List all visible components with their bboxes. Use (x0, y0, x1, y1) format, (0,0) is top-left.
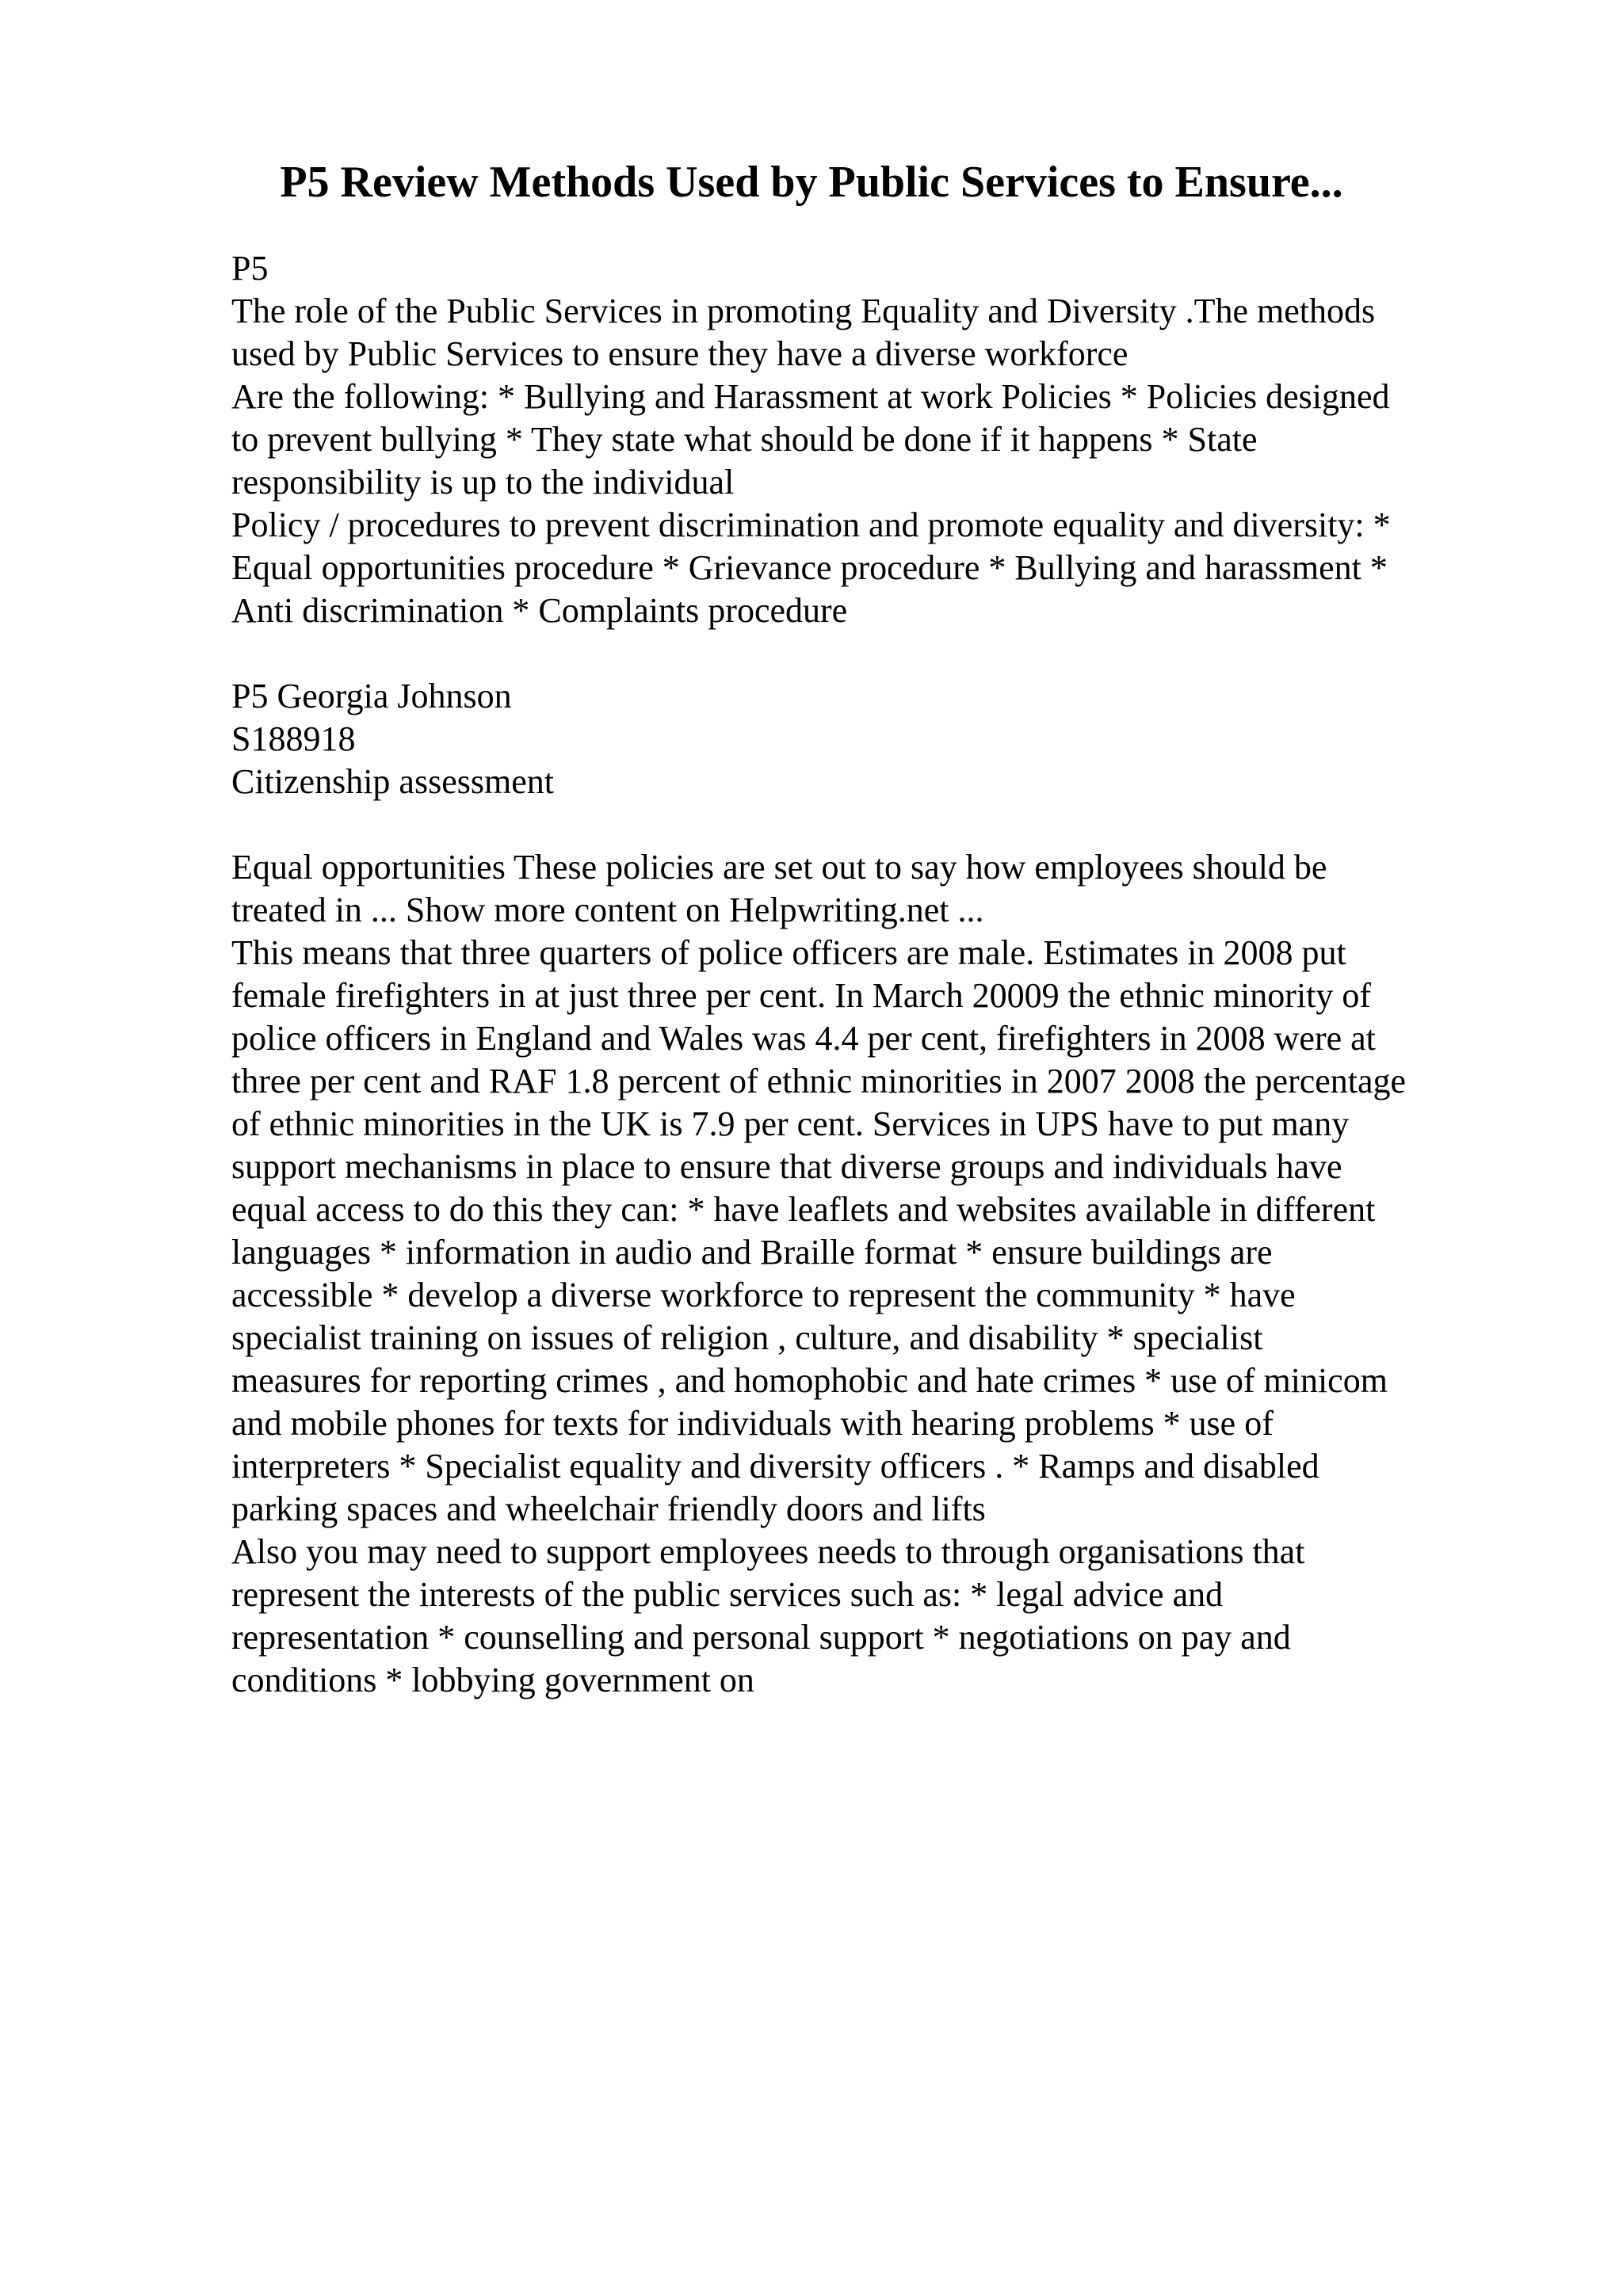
text-line: female firefighters in at just three per cent. In March 20009 the ethnic minority of (231, 976, 1372, 1015)
text-line: conditions * lobbying government on (231, 1661, 754, 1699)
text-line: police officers in England and Wales was 4.4 per cent, firefighters in 2008 were at (231, 1019, 1376, 1058)
author-block (231, 675, 1499, 803)
document-title: P5 Review Methods Used by Public Services to Ensure... (280, 158, 1343, 207)
document-body (231, 247, 1499, 1702)
text-line: and mobile phones for texts for individuals with hearing problems * use of (231, 1404, 1274, 1443)
text-line: languages * information in audio and Braille format * ensure buildings are (231, 1233, 1273, 1272)
text-line: three per cent and RAF 1.8 percent of ethnic minorities in 2007 2008 the percentage (231, 1062, 1407, 1100)
text-line: Also you may need to support employees needs to through organisations that (231, 1532, 1305, 1571)
text-line: parking spaces and wheelchair friendly doors and lifts (231, 1489, 986, 1528)
text-line: used by Public Services to ensure they have a diverse workforce (231, 334, 1128, 373)
text-line: Equal opportunities procedure * Grievance procedure * Bullying and harassment * (231, 548, 1388, 587)
text-line: interpreters * Specialist equality and diversity officers . * Ramps and disabled (231, 1447, 1319, 1486)
text-line: represent the interests of the public services such as: * legal advice and (231, 1575, 1224, 1614)
text-line: representation * counselling and personal support * negotiations on pay and (231, 1618, 1291, 1657)
text-line: Policy / procedures to prevent discrimination and promote equality and diversity: * (231, 505, 1391, 544)
text-line: Are the following: * Bullying and Harassment at work Policies * Policies designed (231, 377, 1390, 416)
text-line: accessible * develop a diverse workforce to represent the community * have (231, 1276, 1296, 1314)
text-line: to prevent bullying * They state what should be done if it happens * State (231, 420, 1258, 459)
text-line: support mechanisms in place to ensure that diverse groups and individuals have (231, 1147, 1342, 1186)
text-line: equal access to do this they can: * have leaflets and websites available in different (231, 1190, 1376, 1229)
text-line: treated in ... Show more content on Helpwriting.net ... (231, 891, 984, 929)
intro-paragraph (231, 247, 1499, 632)
text-line: Anti discrimination * Complaints procedure (231, 591, 848, 630)
text-line: This means that three quarters of police officers are male. Estimates in 2008 put (231, 933, 1346, 972)
text-line: S188918 (231, 719, 356, 758)
text-line: of ethnic minorities in the UK is 7.9 per cent. Services in UPS have to put many (231, 1104, 1350, 1143)
text-line: responsibility is up to the individual (231, 463, 735, 502)
text-line: Equal opportunities These policies are set out to say how employees should be (231, 848, 1327, 887)
text-line: P5 Georgia Johnson (231, 677, 512, 715)
paragraph-gap (231, 632, 1499, 675)
text-line: measures for reporting crimes , and homophobic and hate crimes * use of minicom (231, 1361, 1388, 1400)
text-line: The role of the Public Services in promoting Equality and Diversity .The methods (231, 292, 1376, 330)
text-line: Citizenship assessment (231, 762, 554, 801)
text-line: P5 (231, 249, 269, 288)
paragraph-gap (231, 803, 1499, 846)
text-line: specialist training on issues of religion , culture, and disability * specialist (231, 1318, 1263, 1357)
main-paragraph (231, 846, 1499, 1702)
